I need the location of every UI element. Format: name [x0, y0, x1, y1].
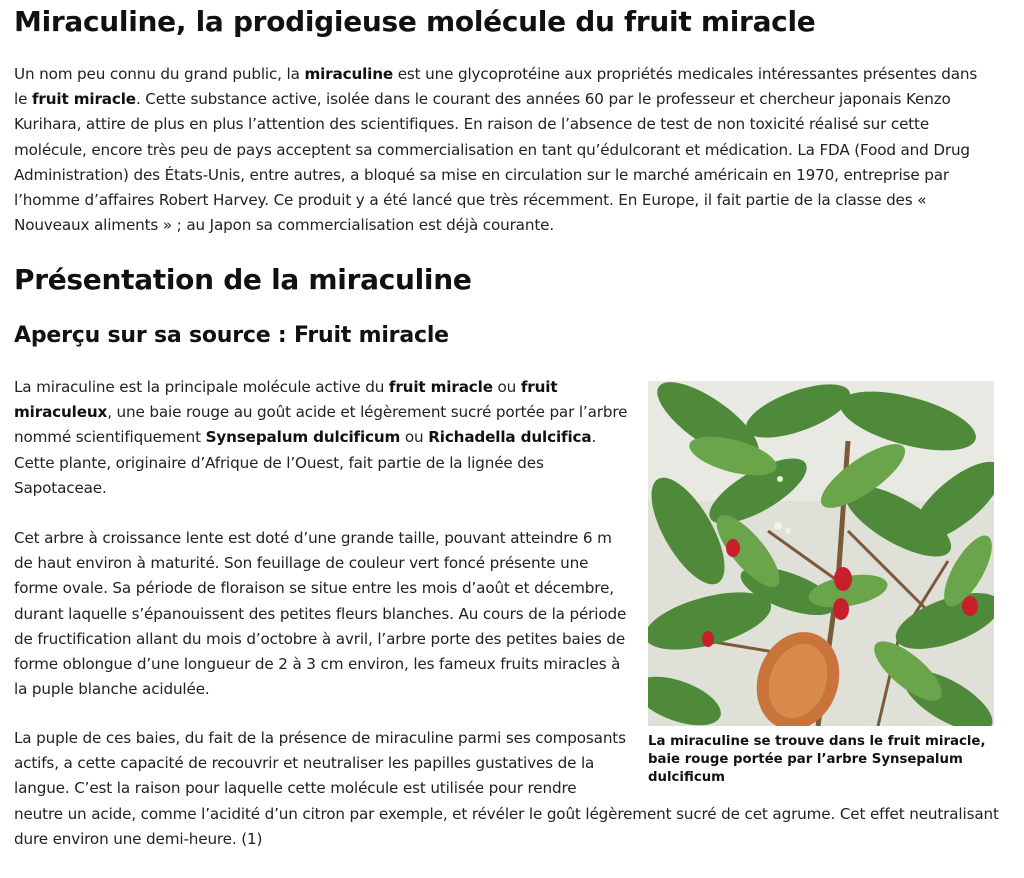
paragraph-source — [14, 375, 629, 501]
section-heading: Présentation de la miraculine — [14, 263, 472, 296]
text: actifs, a cette capacité de recouvrir et neutraliser les papilles gustatives de la — [14, 754, 595, 773]
text: Un nom peu connu du grand public, la — [14, 65, 305, 83]
text: , une baie rouge au goût acide et légèrement sucré portée par l’arbre nommé scientifiquement — [14, 403, 628, 447]
text: La puple de ces baies, du fait de la présence de miraculine parmi ses composants — [14, 729, 626, 747]
bold-term: Synsepalum dulcificum — [205, 428, 401, 447]
text: langue. C’est la raison pour laquelle cette molécule est utilisée pour rendre — [14, 779, 577, 798]
text: neutre un acide, comme l’acidité d’un citron par exemple, et révéler le goût légèrement sucré de cet agrume. Cet effet neutralisant dure environ une demi-heure. (1) — [14, 804, 999, 848]
text-column — [14, 375, 629, 702]
bold-term: fruit miracle — [388, 378, 493, 396]
figure — [648, 381, 994, 787]
page-title: Miraculine, la prodigieuse molécule du fruit miracle — [14, 5, 816, 38]
miracle-fruit-photo — [648, 381, 994, 726]
figure-caption: La miraculine se trouve dans le fruit miracle, baie rouge portée par l’arbre Synsepalum dulcificum — [648, 734, 986, 785]
text: . — [591, 428, 597, 447]
bold-term: fruit miracle — [31, 90, 136, 109]
text: . Cette substance active, isolée dans le courant des années 60 par le professeur et chercheur japonais Kenzo Kurihara, attire de plus en plus l’attention des scientifiques. En raison de l’absence de test de non toxicité réalisé sur cette molécule, encore très peu de pays acceptent sa commercialisation en tant qu’édulcorant et médication. La FDA (Food and Drug Administration) des États-Unis, entre autres, a bloqué sa mise en circulation sur le marché américain en 1970, entreprise par l’homme d’affaires Robert Harvey. Ce produit y a été lancé que très récemment. En Europe, il fait partie de la classe des « Nouveaux aliments » ; au Japon sa commercialisation est déjà courante. — [14, 90, 970, 235]
text: ou — [400, 428, 429, 447]
intro-paragraph — [14, 62, 986, 238]
text: Cette plante, originaire d’Afrique de l’Ouest, fait partie de la lignée des Sapotaceae. — [14, 453, 544, 497]
bold-term: Richadella dulcifica — [428, 428, 592, 447]
text: La miraculine est la principale molécule active du — [14, 378, 389, 396]
subsection-heading: Aperçu sur sa source : Fruit miracle — [14, 323, 449, 348]
text: est une glycoprotéine aux propriétés medicales intéressantes présentes dans le — [14, 65, 978, 109]
text: ou — [492, 378, 521, 396]
bold-term: miraculine — [304, 65, 394, 83]
bold-term: fruit miraculeux — [14, 378, 558, 422]
paragraph-tree: Cet arbre à croissance lente est doté d’une grande taille, pouvant atteindre 6 m de haut environ à maturité. Son feuillage de couleur vert foncé présente une forme ovale. Sa période de floraison se situe entre les mois d’août et décembre, durant laquelle s’épanouissent des petites fleurs blanches. Au cours de la période de fructification allant du mois d’octobre à avril, l’arbre porte des petites baies de forme oblongue d’une longueur de 2 à 3 cm environ, les fameux fruits miracles à la puple blanche acidulée. — [14, 529, 627, 699]
